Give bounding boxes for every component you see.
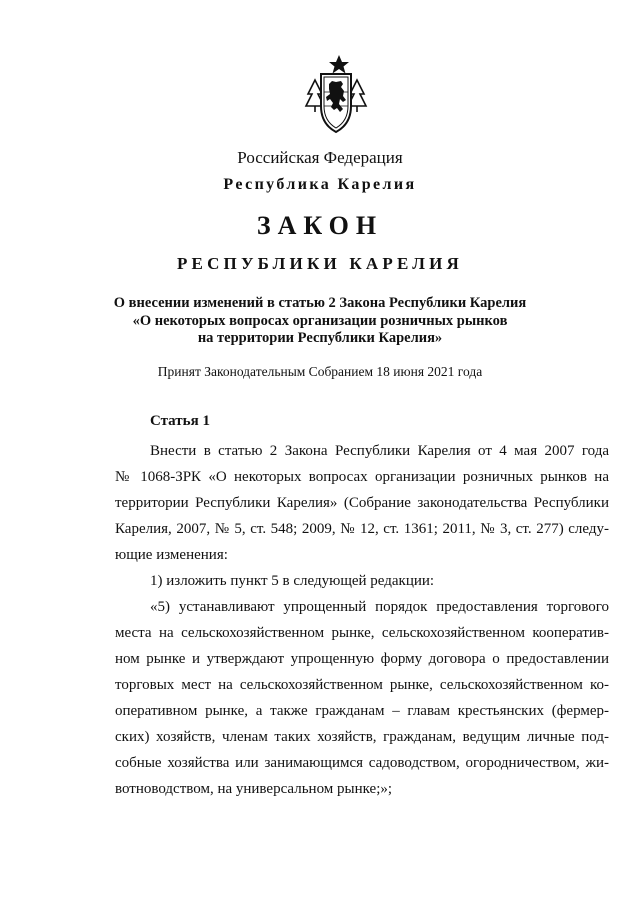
article-body [115, 438, 609, 802]
law-subtitle: РЕСПУБЛИКИ КАРЕЛИЯ [176, 254, 464, 273]
body-line: ских) хозяйств, членам таких хозяйств, гражданам, ведущим личные под- [115, 729, 609, 745]
body-line: Внести в статью 2 Закона Республики Карелия от 4 мая 2007 года [150, 443, 609, 459]
heading-line: О внесении изменений в статью 2 Закона Республики Карелия [113, 295, 527, 311]
body-line: Карелия, 2007, № 5, ст. 548; 2009, № 12, ст. 1361; 2011, № 3, ст. 277) следу- [115, 521, 609, 537]
law-title: ЗАКОН [256, 211, 384, 240]
body-line: территории Республики Карелия» (Собрание законодательства Республики [115, 495, 609, 511]
body-line: 1) изложить пункт 5 в следующей редакции: [150, 573, 435, 589]
adoption-note: Принят Законодательным Собранием 18 июня 2021 года [157, 364, 483, 379]
country-name: Российская Федерация [237, 148, 403, 167]
coat-of-arms-icon [303, 54, 369, 134]
body-line: «5) устанавливают упрощенный порядок предоставления торгового [150, 599, 609, 615]
body-line: собные хозяйства или занимающимся садоводством, огородничеством, жи- [115, 755, 609, 771]
body-line: торговых мест на сельскохозяйственном рынке, сельскохозяйственном ко- [115, 677, 609, 693]
republic-name: Республика Карелия [223, 176, 417, 193]
article-title: Статья 1 [150, 413, 210, 429]
heading-line: «О некоторых вопросах организации розничных рынков [132, 312, 508, 329]
law-heading [0, 295, 640, 348]
body-line: ющие изменения: [115, 547, 228, 563]
body-line: места на сельскохозяйственном рынке, сельскохозяйственном кооператив- [115, 625, 609, 641]
body-line: вотноводством, на универсальном рынке;»; [115, 781, 393, 797]
body-line: ном рынке и утверждают упрощенную форму договора о предоставлении [115, 651, 609, 667]
heading-line: на территории Республики Карелия» [197, 330, 443, 346]
body-line: № 1068-ЗРК «О некоторых вопросах организации розничных рынков на [115, 469, 609, 485]
body-line: оперативном рынке, а также гражданам – главам крестьянских (фермер- [115, 703, 609, 719]
